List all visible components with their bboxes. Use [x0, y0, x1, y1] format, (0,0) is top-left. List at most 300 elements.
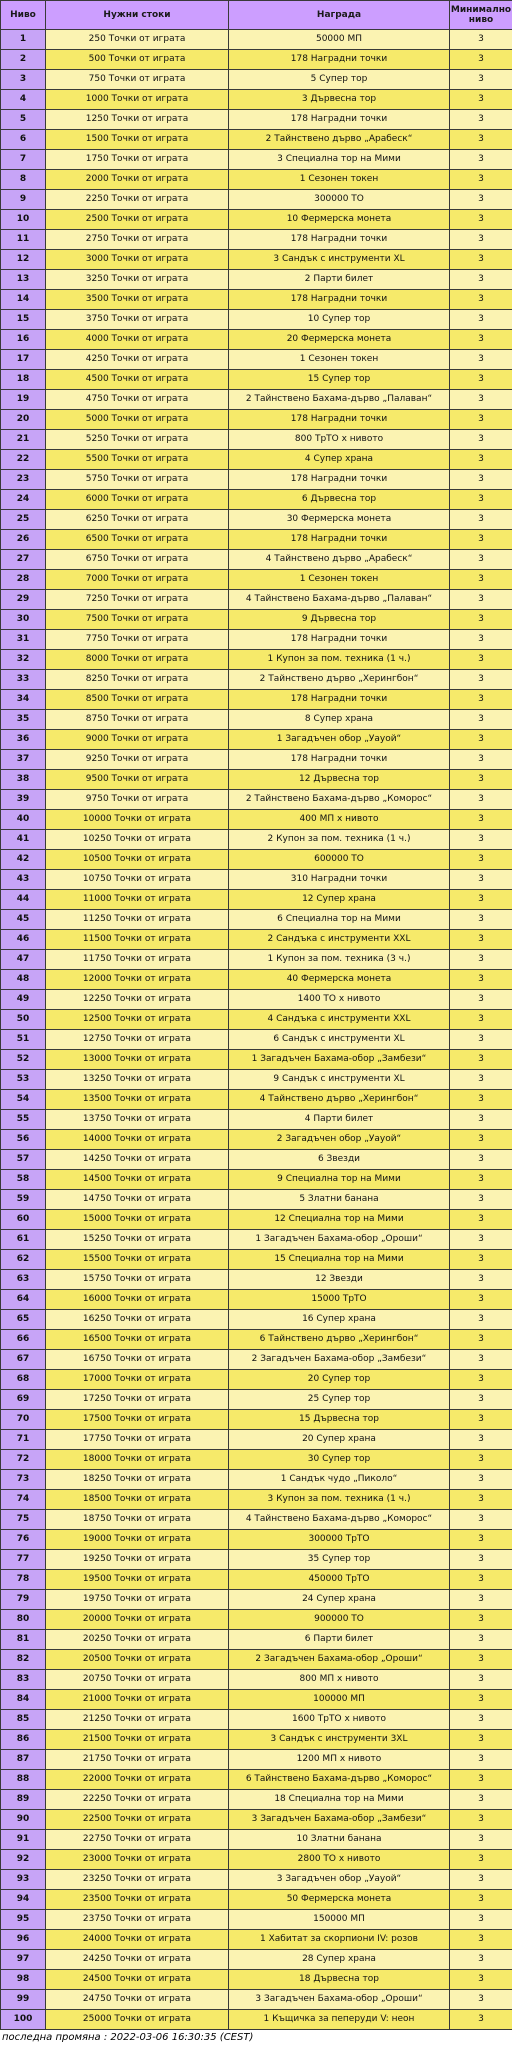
- reward-cell: 3 Специална тор на Мими: [229, 150, 450, 170]
- reward-cell: 9 Специална тор на Мими: [229, 1170, 450, 1190]
- reward-cell: 2800 ТО x нивото: [229, 1850, 450, 1870]
- min-level-cell: 3: [450, 1210, 512, 1230]
- last-modified-footer: последна промяна : 2022-03-06 16:30:35 (CEST): [2, 2032, 254, 2043]
- level-cell: 23: [1, 470, 46, 490]
- table-row: [1, 1910, 512, 1930]
- table-row: [1, 1770, 512, 1790]
- level-cell: 43: [1, 870, 46, 890]
- table-row: [1, 70, 512, 90]
- reward-cell: 600000 ТО: [229, 850, 450, 870]
- min-level-cell: 3: [450, 710, 512, 730]
- table-row: [1, 950, 512, 970]
- required-goods-cell: 12250 Точки от играта: [46, 990, 229, 1010]
- required-goods-cell: 20250 Точки от играта: [46, 1630, 229, 1650]
- level-cell: 67: [1, 1350, 46, 1370]
- required-goods-cell: 18500 Точки от играта: [46, 1490, 229, 1510]
- reward-cell: 5 Златни банана: [229, 1190, 450, 1210]
- min-level-cell: 3: [450, 1350, 512, 1370]
- reward-cell: 2 Тайнствено Бахама-дърво „Коморос“: [229, 790, 450, 810]
- required-goods-cell: 500 Точки от играта: [46, 50, 229, 70]
- table-row: [1, 190, 512, 210]
- level-cell: 30: [1, 610, 46, 630]
- min-level-cell: 3: [450, 1430, 512, 1450]
- min-level-cell: 3: [450, 1610, 512, 1630]
- reward-cell: 3 Загадъчен Бахама-обор „Замбези“: [229, 1810, 450, 1830]
- level-cell: 18: [1, 370, 46, 390]
- reward-cell: 178 Наградни точки: [229, 630, 450, 650]
- required-goods-cell: 20750 Точки от играта: [46, 1670, 229, 1690]
- table-row: [1, 1030, 512, 1050]
- table-row: [1, 1890, 512, 1910]
- level-cell: 42: [1, 850, 46, 870]
- min-level-cell: 3: [450, 1830, 512, 1850]
- reward-cell: 15 Дървесна тор: [229, 1410, 450, 1430]
- level-cell: 91: [1, 1830, 46, 1850]
- min-level-cell: 3: [450, 1130, 512, 1150]
- table-row: [1, 1430, 512, 1450]
- reward-cell: 12 Супер храна: [229, 890, 450, 910]
- required-goods-cell: 15750 Точки от играта: [46, 1270, 229, 1290]
- table-row: [1, 530, 512, 550]
- level-cell: 9: [1, 190, 46, 210]
- level-cell: 62: [1, 1250, 46, 1270]
- min-level-cell: 3: [450, 1870, 512, 1890]
- min-level-cell: 3: [450, 550, 512, 570]
- min-level-cell: 3: [450, 1670, 512, 1690]
- reward-cell: 20 Фермерска монета: [229, 330, 450, 350]
- min-level-cell: 3: [450, 230, 512, 250]
- required-goods-cell: 10750 Точки от играта: [46, 870, 229, 890]
- required-goods-cell: 22750 Точки от играта: [46, 1830, 229, 1850]
- table-row: [1, 130, 512, 150]
- required-goods-cell: 1000 Точки от играта: [46, 90, 229, 110]
- min-level-cell: 3: [450, 110, 512, 130]
- required-goods-cell: 19250 Точки от играта: [46, 1550, 229, 1570]
- table-row: [1, 430, 512, 450]
- reward-cell: 4 Тайнствено Бахама-дърво „Палаван“: [229, 590, 450, 610]
- table-row: [1, 1830, 512, 1850]
- min-level-cell: 3: [450, 1270, 512, 1290]
- min-level-cell: 3: [450, 890, 512, 910]
- table-row: [1, 210, 512, 230]
- required-goods-cell: 6250 Точки от играта: [46, 510, 229, 530]
- reward-cell: 1 Сандък чудо „Пиколо“: [229, 1470, 450, 1490]
- table-row: [1, 1490, 512, 1510]
- required-goods-cell: 2250 Точки от играта: [46, 190, 229, 210]
- required-goods-cell: 1250 Точки от играта: [46, 110, 229, 130]
- level-cell: 8: [1, 170, 46, 190]
- reward-cell: 178 Наградни точки: [229, 690, 450, 710]
- required-goods-cell: 9250 Точки от играта: [46, 750, 229, 770]
- required-goods-cell: 15000 Точки от играта: [46, 1210, 229, 1230]
- table-body: [1, 30, 512, 2030]
- reward-cell: 10 Златни банана: [229, 1830, 450, 1850]
- reward-cell: 2 Тайнствено Бахама-дърво „Палаван“: [229, 390, 450, 410]
- required-goods-cell: 24000 Точки от играта: [46, 1930, 229, 1950]
- reward-cell: 300000 ТрТО: [229, 1530, 450, 1550]
- required-goods-cell: 5000 Точки от играта: [46, 410, 229, 430]
- table-row: [1, 870, 512, 890]
- table-row: [1, 230, 512, 250]
- required-goods-cell: 22500 Точки от играта: [46, 1810, 229, 1830]
- table-row: [1, 1090, 512, 1110]
- required-goods-cell: 8250 Точки от играта: [46, 670, 229, 690]
- min-level-cell: 3: [450, 810, 512, 830]
- required-goods-cell: 4000 Точки от играта: [46, 330, 229, 350]
- table-row: [1, 770, 512, 790]
- required-goods-cell: 21000 Точки от играта: [46, 1690, 229, 1710]
- table-row: [1, 1370, 512, 1390]
- reward-cell: 178 Наградни точки: [229, 110, 450, 130]
- reward-cell: 15 Специална тор на Мими: [229, 1250, 450, 1270]
- min-level-cell: 3: [450, 130, 512, 150]
- required-goods-cell: 11500 Точки от играта: [46, 930, 229, 950]
- level-cell: 66: [1, 1330, 46, 1350]
- required-goods-cell: 16250 Точки от играта: [46, 1310, 229, 1330]
- level-cell: 5: [1, 110, 46, 130]
- reward-cell: 1400 ТО x нивото: [229, 990, 450, 1010]
- min-level-cell: 3: [450, 1730, 512, 1750]
- required-goods-cell: 3000 Точки от играта: [46, 250, 229, 270]
- level-cell: 80: [1, 1610, 46, 1630]
- table-row: [1, 250, 512, 270]
- required-goods-cell: 8000 Точки от играта: [46, 650, 229, 670]
- level-cell: 72: [1, 1450, 46, 1470]
- table-row: [1, 150, 512, 170]
- required-goods-cell: 8750 Точки от играта: [46, 710, 229, 730]
- required-goods-cell: 7750 Точки от играта: [46, 630, 229, 650]
- reward-cell: 1 Сезонен токен: [229, 350, 450, 370]
- required-goods-cell: 3500 Точки от играта: [46, 290, 229, 310]
- required-goods-cell: 250 Точки от играта: [46, 30, 229, 50]
- reward-cell: 3 Сандък с инструменти 3XL: [229, 1730, 450, 1750]
- required-goods-cell: 12750 Точки от играта: [46, 1030, 229, 1050]
- reward-cell: 178 Наградни точки: [229, 530, 450, 550]
- header-min-level: Минимално ниво: [450, 1, 512, 30]
- table-row: [1, 710, 512, 730]
- required-goods-cell: 15250 Точки от играта: [46, 1230, 229, 1250]
- reward-cell: 10 Супер тор: [229, 310, 450, 330]
- reward-cell: 1 Купон за пом. техника (1 ч.): [229, 650, 450, 670]
- table-row: [1, 1270, 512, 1290]
- required-goods-cell: 8500 Точки от играта: [46, 690, 229, 710]
- table-row: [1, 1350, 512, 1370]
- level-cell: 85: [1, 1710, 46, 1730]
- required-goods-cell: 11750 Точки от играта: [46, 950, 229, 970]
- table-row: [1, 110, 512, 130]
- level-cell: 31: [1, 630, 46, 650]
- level-cell: 44: [1, 890, 46, 910]
- required-goods-cell: 11250 Точки от играта: [46, 910, 229, 930]
- level-cell: 64: [1, 1290, 46, 1310]
- required-goods-cell: 18000 Точки от играта: [46, 1450, 229, 1470]
- table-row: [1, 1590, 512, 1610]
- min-level-cell: 3: [450, 750, 512, 770]
- table-row: [1, 750, 512, 770]
- min-level-cell: 3: [450, 70, 512, 90]
- level-cell: 22: [1, 450, 46, 470]
- min-level-cell: 3: [450, 990, 512, 1010]
- level-cell: 90: [1, 1810, 46, 1830]
- min-level-cell: 3: [450, 1550, 512, 1570]
- level-cell: 92: [1, 1850, 46, 1870]
- level-cell: 73: [1, 1470, 46, 1490]
- min-level-cell: 3: [450, 1750, 512, 1770]
- reward-cell: 40 Фермерска монета: [229, 970, 450, 990]
- table-row: [1, 330, 512, 350]
- min-level-cell: 3: [450, 250, 512, 270]
- level-cell: 37: [1, 750, 46, 770]
- table-row: [1, 1390, 512, 1410]
- table-row: [1, 270, 512, 290]
- table-row: [1, 810, 512, 830]
- reward-cell: 450000 ТрТО: [229, 1570, 450, 1590]
- reward-cell: 400 МП x нивото: [229, 810, 450, 830]
- min-level-cell: 3: [450, 570, 512, 590]
- required-goods-cell: 2000 Точки от играта: [46, 170, 229, 190]
- reward-cell: 4 Парти билет: [229, 1110, 450, 1130]
- min-level-cell: 3: [450, 1630, 512, 1650]
- reward-cell: 4 Сандъка с инструменти XXL: [229, 1010, 450, 1030]
- level-cell: 59: [1, 1190, 46, 1210]
- reward-cell: 30 Фермерска монета: [229, 510, 450, 530]
- required-goods-cell: 16750 Точки от играта: [46, 1350, 229, 1370]
- level-cell: 68: [1, 1370, 46, 1390]
- min-level-cell: 3: [450, 670, 512, 690]
- level-cell: 21: [1, 430, 46, 450]
- level-cell: 76: [1, 1530, 46, 1550]
- header-level: Ниво: [1, 1, 46, 30]
- min-level-cell: 3: [450, 730, 512, 750]
- min-level-cell: 3: [450, 770, 512, 790]
- min-level-cell: 3: [450, 1110, 512, 1130]
- reward-cell: 12 Звезди: [229, 1270, 450, 1290]
- level-cell: 63: [1, 1270, 46, 1290]
- reward-cell: 2 Тайнствено дърво „Арабеск“: [229, 130, 450, 150]
- level-cell: 25: [1, 510, 46, 530]
- required-goods-cell: 750 Точки от играта: [46, 70, 229, 90]
- table-row: [1, 550, 512, 570]
- required-goods-cell: 24500 Точки от играта: [46, 1970, 229, 1990]
- table-row: [1, 1710, 512, 1730]
- level-cell: 75: [1, 1510, 46, 1530]
- min-level-cell: 3: [450, 930, 512, 950]
- reward-cell: 6 Тайнствено дърво „Херингбон“: [229, 1330, 450, 1350]
- required-goods-cell: 12500 Точки от играта: [46, 1010, 229, 1030]
- required-goods-cell: 17500 Точки от играта: [46, 1410, 229, 1430]
- reward-cell: 2 Загадъчен Бахама-обор „Замбези“: [229, 1350, 450, 1370]
- min-level-cell: 3: [450, 1650, 512, 1670]
- table-row: [1, 510, 512, 530]
- table-row: [1, 1750, 512, 1770]
- required-goods-cell: 14250 Точки от играта: [46, 1150, 229, 1170]
- min-level-cell: 3: [450, 150, 512, 170]
- min-level-cell: 3: [450, 1950, 512, 1970]
- table-row: [1, 1930, 512, 1950]
- reward-cell: 4 Тайнствено дърво „Херингбон“: [229, 1090, 450, 1110]
- table-row: [1, 910, 512, 930]
- table-row: [1, 1170, 512, 1190]
- level-cell: 86: [1, 1730, 46, 1750]
- reward-cell: 4 Тайнствено дърво „Арабеск“: [229, 550, 450, 570]
- table-row: [1, 1310, 512, 1330]
- required-goods-cell: 18750 Точки от играта: [46, 1510, 229, 1530]
- min-level-cell: 3: [450, 1050, 512, 1070]
- min-level-cell: 3: [450, 1170, 512, 1190]
- min-level-cell: 3: [450, 1570, 512, 1590]
- level-cell: 57: [1, 1150, 46, 1170]
- table-row: [1, 410, 512, 430]
- min-level-cell: 3: [450, 1850, 512, 1870]
- table-row: [1, 630, 512, 650]
- min-level-cell: 3: [450, 1250, 512, 1270]
- table-row: [1, 970, 512, 990]
- level-cell: 51: [1, 1030, 46, 1050]
- min-level-cell: 3: [450, 1290, 512, 1310]
- table-row: [1, 170, 512, 190]
- level-cell: 71: [1, 1430, 46, 1450]
- table-row: [1, 670, 512, 690]
- table-row: [1, 1190, 512, 1210]
- reward-cell: 2 Тайнствено дърво „Херингбон“: [229, 670, 450, 690]
- reward-cell: 2 Сандъка с инструменти XXL: [229, 930, 450, 950]
- level-cell: 89: [1, 1790, 46, 1810]
- required-goods-cell: 23750 Точки от играта: [46, 1910, 229, 1930]
- reward-cell: 178 Наградни точки: [229, 470, 450, 490]
- min-level-cell: 3: [450, 1810, 512, 1830]
- level-cell: 82: [1, 1650, 46, 1670]
- level-cell: 96: [1, 1930, 46, 1950]
- level-cell: 45: [1, 910, 46, 930]
- level-cell: 28: [1, 570, 46, 590]
- reward-cell: 4 Тайнствено Бахама-дърво „Коморос“: [229, 1510, 450, 1530]
- table-row: [1, 1410, 512, 1430]
- level-cell: 2: [1, 50, 46, 70]
- table-row: [1, 470, 512, 490]
- min-level-cell: 3: [450, 1930, 512, 1950]
- reward-cell: 30 Супер тор: [229, 1450, 450, 1470]
- level-cell: 1: [1, 30, 46, 50]
- level-cell: 38: [1, 770, 46, 790]
- min-level-cell: 3: [450, 2010, 512, 2030]
- table-row: [1, 1130, 512, 1150]
- min-level-cell: 3: [450, 30, 512, 50]
- table-row: [1, 1970, 512, 1990]
- table-row: [1, 610, 512, 630]
- level-cell: 61: [1, 1230, 46, 1250]
- level-cell: 33: [1, 670, 46, 690]
- reward-cell: 24 Супер храна: [229, 1590, 450, 1610]
- level-cell: 11: [1, 230, 46, 250]
- required-goods-cell: 3750 Точки от играта: [46, 310, 229, 330]
- table-row: [1, 1290, 512, 1310]
- reward-cell: 28 Супер храна: [229, 1950, 450, 1970]
- level-cell: 29: [1, 590, 46, 610]
- table-row: [1, 1530, 512, 1550]
- min-level-cell: 3: [450, 450, 512, 470]
- required-goods-cell: 1750 Точки от играта: [46, 150, 229, 170]
- level-cell: 48: [1, 970, 46, 990]
- min-level-cell: 3: [450, 1390, 512, 1410]
- min-level-cell: 3: [450, 630, 512, 650]
- reward-cell: 2 Купон за пом. техника (1 ч.): [229, 830, 450, 850]
- table-row: [1, 650, 512, 670]
- table-row: [1, 450, 512, 470]
- reward-cell: 4 Супер храна: [229, 450, 450, 470]
- required-goods-cell: 17000 Точки от играта: [46, 1370, 229, 1390]
- required-goods-cell: 24750 Точки от играта: [46, 1990, 229, 2010]
- min-level-cell: 3: [450, 1070, 512, 1090]
- level-cell: 39: [1, 790, 46, 810]
- required-goods-cell: 9000 Точки от играта: [46, 730, 229, 750]
- min-level-cell: 3: [450, 910, 512, 930]
- table-row: [1, 1450, 512, 1470]
- min-level-cell: 3: [450, 510, 512, 530]
- level-cell: 15: [1, 310, 46, 330]
- level-cell: 95: [1, 1910, 46, 1930]
- min-level-cell: 3: [450, 1530, 512, 1550]
- reward-cell: 1 Сезонен токен: [229, 570, 450, 590]
- level-cell: 47: [1, 950, 46, 970]
- min-level-cell: 3: [450, 310, 512, 330]
- level-cell: 24: [1, 490, 46, 510]
- table-row: [1, 1330, 512, 1350]
- min-level-cell: 3: [450, 1710, 512, 1730]
- reward-cell: 800 ТрТО x нивото: [229, 430, 450, 450]
- reward-cell: 178 Наградни точки: [229, 410, 450, 430]
- min-level-cell: 3: [450, 1490, 512, 1510]
- table-row: [1, 1470, 512, 1490]
- reward-cell: 15000 ТрТО: [229, 1290, 450, 1310]
- level-cell: 46: [1, 930, 46, 950]
- level-cell: 74: [1, 1490, 46, 1510]
- min-level-cell: 3: [450, 1470, 512, 1490]
- reward-cell: 18 Специална тор на Мими: [229, 1790, 450, 1810]
- min-level-cell: 3: [450, 870, 512, 890]
- level-cell: 19: [1, 390, 46, 410]
- required-goods-cell: 7000 Точки от играта: [46, 570, 229, 590]
- required-goods-cell: 6750 Точки от играта: [46, 550, 229, 570]
- level-cell: 65: [1, 1310, 46, 1330]
- required-goods-cell: 19000 Точки от играта: [46, 1530, 229, 1550]
- level-cell: 49: [1, 990, 46, 1010]
- min-level-cell: 3: [450, 1190, 512, 1210]
- level-cell: 32: [1, 650, 46, 670]
- required-goods-cell: 19750 Точки от играта: [46, 1590, 229, 1610]
- min-level-cell: 3: [450, 690, 512, 710]
- table-row: [1, 1690, 512, 1710]
- reward-cell: 1 Загадъчен Бахама-обор „Ороши“: [229, 1230, 450, 1250]
- level-cell: 12: [1, 250, 46, 270]
- min-level-cell: 3: [450, 1910, 512, 1930]
- required-goods-cell: 4250 Точки от играта: [46, 350, 229, 370]
- level-cell: 34: [1, 690, 46, 710]
- required-goods-cell: 17750 Точки от играта: [46, 1430, 229, 1450]
- table-row: [1, 1110, 512, 1130]
- level-cell: 79: [1, 1590, 46, 1610]
- min-level-cell: 3: [450, 610, 512, 630]
- reward-cell: 6 Тайнствено Бахама-дърво „Коморос“: [229, 1770, 450, 1790]
- required-goods-cell: 5750 Точки от играта: [46, 470, 229, 490]
- level-cell: 93: [1, 1870, 46, 1890]
- table-row: [1, 1610, 512, 1630]
- reward-cell: 1 Купон за пом. техника (3 ч.): [229, 950, 450, 970]
- min-level-cell: 3: [450, 1510, 512, 1530]
- reward-cell: 300000 ТО: [229, 190, 450, 210]
- reward-cell: 3 Дървесна тор: [229, 90, 450, 110]
- level-cell: 14: [1, 290, 46, 310]
- level-cell: 41: [1, 830, 46, 850]
